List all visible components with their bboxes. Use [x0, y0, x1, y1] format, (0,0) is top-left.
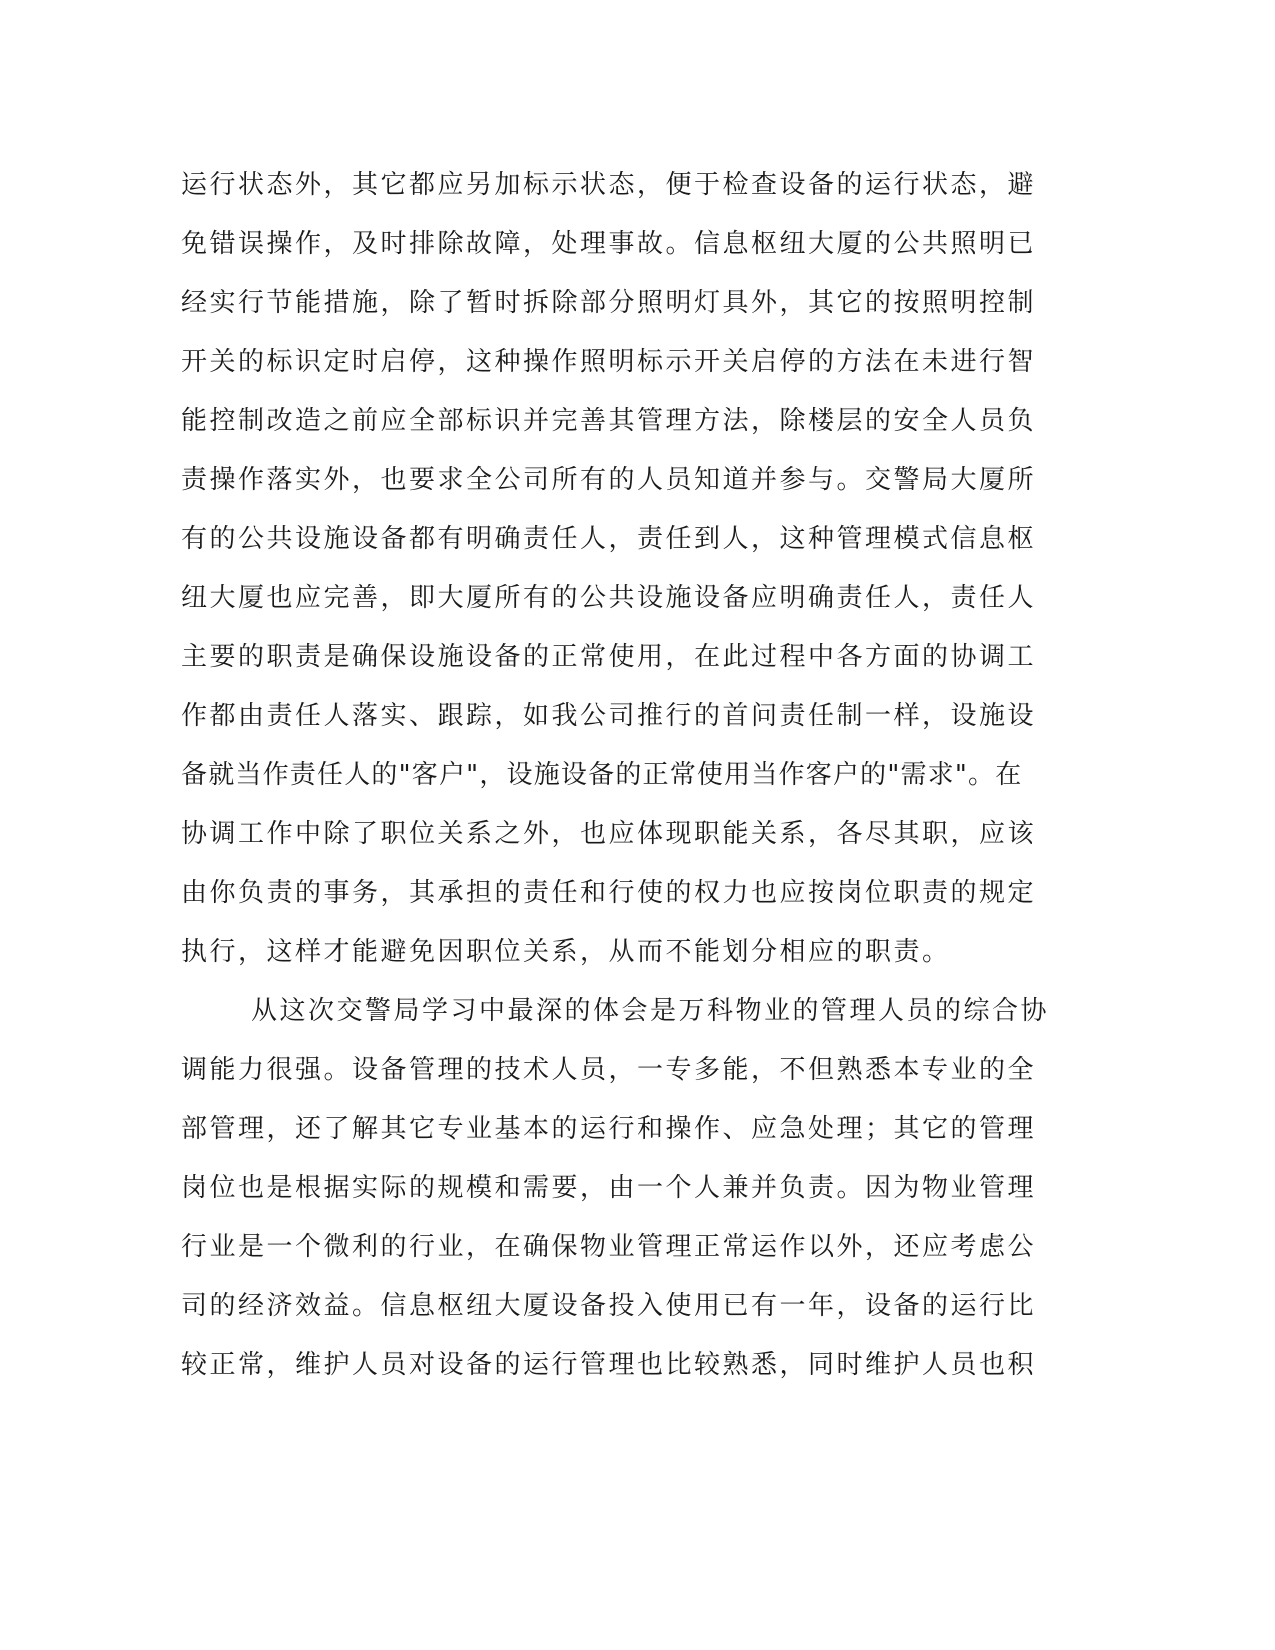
text-line: 部管理，还了解其它专业基本的运行和操作、应急处理；其它的管理 [181, 1114, 1037, 1144]
text-line: 调能力很强。设备管理的技术人员，一专多能，不但熟悉本专业的全 [181, 1055, 1037, 1085]
text-line: 开关的标识定时启停，这种操作照明标示开关启停的方法在未进行智 [181, 347, 1037, 377]
text-line: 备就当作责任人的"客户"，设施设备的正常使用当作客户的"需求"。在 [181, 760, 1023, 790]
text-line: 主要的职责是确保设施设备的正常使用，在此过程中各方面的协调工 [181, 642, 1037, 672]
text-line: 运行状态外，其它都应另加标示状态，便于检查设备的运行状态，避 [181, 170, 1037, 200]
text-line: 执行，这样才能避免因职位关系，从而不能划分相应的职责。 [181, 937, 951, 967]
text-line: 由你负责的事务，其承担的责任和行使的权力也应按岗位职责的规定 [181, 878, 1037, 908]
text-line: 司的经济效益。信息枢纽大厦设备投入使用已有一年，设备的运行比 [181, 1291, 1037, 1321]
text-line: 责操作落实外，也要求全公司所有的人员知道并参与。交警局大厦所 [181, 465, 1037, 495]
paragraph-first-line: 从这次交警局学习中最深的体会是万科物业的管理人员的综合协 [251, 996, 1050, 1026]
text-line: 较正常，维护人员对设备的运行管理也比较熟悉，同时维护人员也积 [181, 1350, 1037, 1380]
text-line: 行业是一个微利的行业，在确保物业管理正常运作以外，还应考虑公 [181, 1232, 1037, 1262]
text-line: 纽大厦也应完善，即大厦所有的公共设施设备应明确责任人，责任人 [181, 583, 1037, 613]
text-line: 经实行节能措施，除了暂时拆除部分照明灯具外，其它的按照明控制 [181, 288, 1037, 318]
body-text [181, 156, 1050, 1395]
text-line: 作都由责任人落实、跟踪，如我公司推行的首问责任制一样，设施设 [181, 701, 1037, 731]
text-line: 协调工作中除了职位关系之外，也应体现职能关系，各尽其职，应该 [181, 819, 1037, 849]
text-line: 免错误操作，及时排除故障，处理事故。信息枢纽大厦的公共照明已 [181, 229, 1037, 259]
text-line: 岗位也是根据实际的规模和需要，由一个人兼并负责。因为物业管理 [181, 1173, 1037, 1203]
text-line: 能控制改造之前应全部标识并完善其管理方法，除楼层的安全人员负 [181, 406, 1037, 436]
text-line: 有的公共设施设备都有明确责任人，责任到人，这种管理模式信息枢 [181, 524, 1037, 554]
